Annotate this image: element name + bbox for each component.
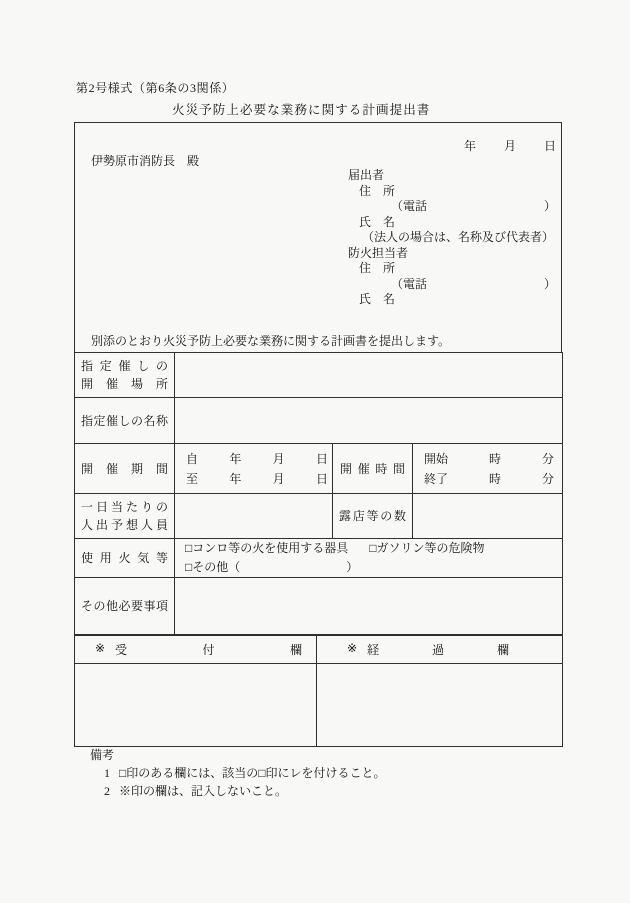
hours-start-line — [413, 449, 562, 469]
period-from-prefix: 自 — [186, 451, 199, 466]
corporate-note: （法人の場合は、名称及び代表者） — [362, 230, 555, 244]
period-to-line — [175, 469, 332, 489]
hours-label: 開催時間 — [340, 461, 405, 476]
reception-header-cell — [75, 636, 317, 664]
admin-empty-row — [75, 664, 563, 747]
hours-minute-label: 分 — [542, 471, 555, 486]
venue-label-line2: 開催場所 — [81, 377, 168, 391]
fire-officer-phone-close: ） — [543, 276, 556, 291]
progress-header-cell — [317, 636, 563, 664]
fire-use-label: 使用火気等 — [81, 551, 168, 565]
event-name-field[interactable] — [175, 398, 563, 444]
admin-table — [74, 635, 563, 747]
note-number: 1 — [104, 766, 110, 780]
hours-minute-label: 分 — [542, 451, 555, 466]
stalls-field[interactable] — [413, 494, 563, 539]
venue-field[interactable] — [175, 353, 563, 398]
fire-use-label-cell — [75, 539, 175, 578]
hours-field[interactable] — [413, 444, 563, 494]
table-row — [75, 353, 563, 398]
form-box — [74, 122, 562, 747]
addressee: 伊勢原市消防長 殿 — [91, 154, 200, 168]
note-number: 2 — [104, 784, 110, 798]
venue-label-line1: 指定催しの — [81, 359, 168, 373]
fire-use-options-line2 — [175, 558, 562, 577]
progress-char2: 過 — [432, 643, 445, 657]
hours-end-label: 終了 — [424, 471, 449, 486]
hours-end-line — [413, 469, 562, 489]
period-month-label: 月 — [272, 451, 285, 466]
reception-mark: ※ — [95, 641, 106, 655]
form-number: 第2号様式（第6条の3関係） — [76, 81, 235, 95]
table-row — [75, 494, 563, 539]
note-item — [104, 764, 386, 782]
other-matters-field[interactable] — [175, 578, 563, 635]
visitors-label-line1: 一日当たりの — [81, 500, 168, 514]
table-row — [75, 578, 563, 635]
stalls-label: 露店等の数 — [339, 509, 406, 523]
reception-header — [75, 641, 316, 658]
hours-start-label: 開始 — [424, 451, 449, 466]
checkbox-option-other[interactable]: □その他（ — [185, 560, 241, 574]
applicant-block — [348, 168, 556, 308]
period-label: 開催期間 — [81, 461, 168, 476]
period-year-label: 年 — [229, 471, 242, 486]
progress-char1: 経 — [367, 643, 380, 657]
period-to-prefix: 至 — [186, 471, 199, 486]
other-option-blank[interactable] — [240, 558, 346, 577]
visitors-field[interactable] — [175, 494, 333, 539]
hours-hour-label: 時 — [489, 471, 502, 486]
reception-field[interactable] — [75, 664, 317, 747]
reception-char3: 欄 — [289, 643, 302, 657]
fire-officer-name-label: 氏 名 — [359, 292, 396, 306]
fire-officer-phone-open: （電話 — [391, 276, 428, 291]
period-label-cell — [75, 444, 175, 494]
table-row — [75, 539, 563, 578]
period-field[interactable] — [175, 444, 333, 494]
progress-header — [317, 641, 562, 658]
table-row — [75, 444, 563, 494]
table-row — [75, 398, 563, 444]
applicant-name-label: 氏 名 — [359, 214, 396, 229]
applicant-phone-line[interactable] — [391, 199, 556, 215]
period-year-label: 年 — [229, 451, 242, 466]
fire-officer-address-label: 住 所 — [359, 261, 396, 275]
fire-use-field — [175, 539, 563, 578]
notes-heading: 備考 — [90, 748, 115, 762]
other-label-cell — [75, 578, 175, 635]
progress-char3: 欄 — [496, 643, 509, 657]
hours-label-cell — [333, 444, 413, 494]
period-day-label: 日 — [315, 451, 328, 466]
visitors-label-line2: 人出予想人員 — [81, 518, 168, 532]
date-month-label: 月 — [503, 139, 516, 153]
period-month-label: 月 — [272, 471, 285, 486]
date-line — [464, 137, 556, 154]
note-item — [104, 782, 386, 800]
note-text: □印のある欄には、該当の□印にレを付けること。 — [119, 766, 386, 780]
hours-hour-label: 時 — [489, 451, 502, 466]
applicant-role-label: 届出者 — [348, 168, 385, 182]
page-title: 火災予防上必要な業務に関する計画提出書 — [172, 103, 431, 117]
applicant-phone-open: （電話 — [391, 199, 428, 213]
event-name-label-cell — [75, 398, 175, 444]
notes-section — [90, 746, 386, 800]
reception-char1: 受 — [115, 643, 128, 657]
fire-use-options-line1 — [175, 539, 562, 558]
fire-officer-phone-line[interactable] — [391, 277, 556, 293]
form-table — [74, 352, 563, 635]
checkbox-option-konro[interactable]: □コンロ等の火を使用する器具 — [185, 541, 349, 555]
note-text: ※印の欄は、記入しないこと。 — [119, 784, 288, 798]
other-matters-label: その他必要事項 — [81, 599, 168, 613]
other-option-close: ） — [346, 560, 359, 574]
checkbox-option-gasoline[interactable]: □ガソリン等の危険物 — [369, 541, 485, 555]
progress-field[interactable] — [317, 664, 563, 747]
reception-char2: 付 — [202, 643, 215, 657]
progress-mark: ※ — [347, 641, 358, 655]
date-year-label: 年 — [463, 139, 476, 153]
period-from-line — [175, 449, 332, 469]
admin-header-row — [75, 636, 563, 664]
applicant-address-label: 住 所 — [359, 183, 396, 198]
applicant-phone-close: ） — [543, 199, 556, 213]
submission-statement: 別添のとおり火災予防上必要な業務に関する計画書を提出します。 — [91, 334, 451, 348]
form-header-section — [74, 122, 562, 352]
event-name-label: 指定催しの名称 — [81, 413, 168, 428]
date-day-label: 日 — [543, 139, 556, 153]
stalls-label-cell — [333, 494, 413, 539]
venue-label-cell — [75, 353, 175, 398]
period-day-label: 日 — [315, 471, 328, 486]
fire-officer-role-label: 防火担当者 — [348, 245, 409, 260]
visitors-label-cell — [75, 494, 175, 539]
